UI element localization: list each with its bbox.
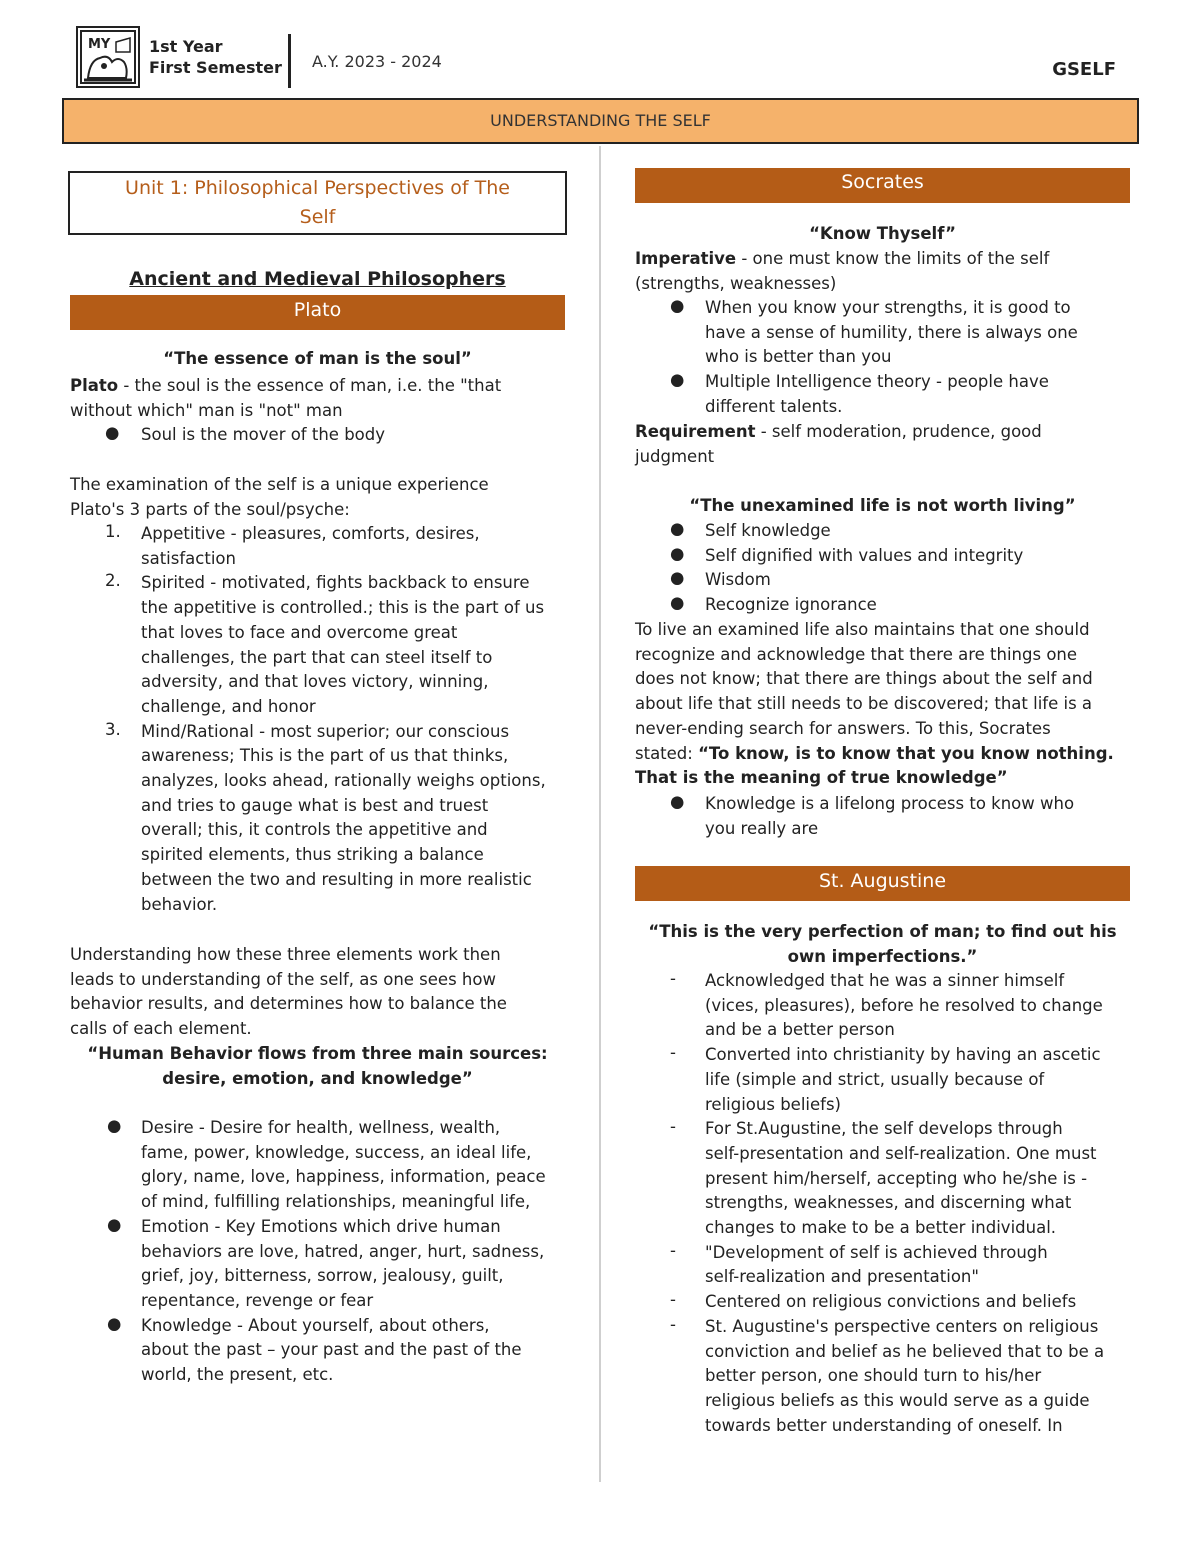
bullet-icon: ● — [670, 568, 685, 588]
logo-illustration-icon — [78, 28, 138, 86]
examined-line: does not know; that there are things about the self and — [635, 669, 1093, 689]
list-item — [705, 1043, 1101, 1117]
list-item — [705, 1241, 1048, 1290]
list-item-line: present him/herself, accepting who he/she is - — [705, 1168, 1088, 1188]
behavior-quote-line1: “Human Behavior flows from three main sources: — [87, 1044, 548, 1063]
list-item — [705, 593, 877, 618]
list-item-line: adversity, and that loves victory, winning, — [141, 672, 489, 692]
dash-marker: - — [670, 1314, 676, 1334]
imperative-text — [635, 247, 1135, 296]
section-heading: Ancient and Medieval Philosophers — [129, 268, 506, 290]
list-item — [141, 1116, 546, 1215]
semester-label: First Semester — [149, 58, 282, 77]
list-number: 1. — [105, 522, 121, 541]
plato-bullet: Soul is the mover of the body — [141, 425, 385, 444]
term-label — [149, 36, 282, 78]
plato-quote: “The essence of man is the soul” — [163, 349, 472, 368]
list-item-line: between the two and resulting in more realistic — [141, 869, 532, 889]
stated-line — [635, 742, 1135, 767]
requirement-term: Requirement — [635, 422, 756, 441]
list-item — [705, 1290, 1076, 1315]
socrates-title-bar: Socrates — [635, 168, 1130, 203]
list-item-line: Desire - Desire for health, wellness, wealth, — [141, 1118, 501, 1137]
augustine-quote — [635, 920, 1130, 969]
list-item-line: Converted into christianity by having an ascetic — [705, 1045, 1101, 1065]
list-item-line: Emotion - Key Emotions which drive human — [141, 1216, 501, 1236]
list-item-line: better person, one should turn to his/her — [705, 1366, 1042, 1386]
requirement-line2: judgment — [635, 446, 715, 466]
list-item-line: repentance, revenge or fear — [141, 1290, 374, 1310]
bullet-icon: ● — [670, 792, 685, 811]
list-item-line: self-presentation and self-realization. One must — [705, 1143, 1097, 1163]
bullet-icon: ● — [107, 1313, 122, 1333]
academic-year: A.Y. 2023 - 2024 — [312, 52, 442, 71]
header-divider — [288, 34, 291, 88]
dash-marker: - — [670, 1117, 676, 1137]
understanding-line: Understanding how these three elements work then — [70, 945, 501, 964]
list-item-line: Knowledge - About yourself, about others, — [141, 1315, 490, 1335]
course-title-banner: UNDERSTANDING THE SELF — [62, 98, 1139, 144]
examined-line: recognize and acknowledge that there are things one — [635, 644, 1078, 664]
list-item-line: strengths, weaknesses, and discerning what — [705, 1193, 1072, 1213]
behavior-quote-line2: desire, emotion, and knowledge” — [162, 1068, 473, 1088]
list-item-line: challenges, the part that can steel itself to — [141, 647, 493, 667]
understanding-line: leads to understanding of the self, as one sees how — [70, 969, 496, 989]
list-item — [141, 1215, 544, 1314]
list-item — [141, 571, 544, 719]
list-item-line: Self knowledge — [705, 521, 831, 540]
list-item-line: religious beliefs) — [705, 1094, 841, 1114]
knowledge-bullet-line: Knowledge is a lifelong process to know who — [705, 794, 1075, 813]
imperative-line1: - one must know the limits of the self — [736, 249, 1050, 268]
list-item — [705, 1315, 1104, 1439]
list-item-line: have a sense of humility, there is always one — [705, 322, 1078, 342]
list-item-line: grief, joy, bitterness, sorrow, jealousy, guilt, — [141, 1266, 504, 1286]
list-item-line: satisfaction — [141, 548, 236, 568]
list-item — [705, 568, 771, 593]
list-item-line: glory, name, love, happiness, information, peace — [141, 1167, 546, 1187]
year-label: 1st Year — [149, 37, 223, 56]
list-item-line: different talents. — [705, 396, 843, 416]
list-item — [141, 720, 546, 918]
list-item-line: of mind, fulfilling relationships, meaningful life, — [141, 1192, 531, 1212]
list-item — [141, 522, 480, 571]
list-item-line: changes to make to be a better individual. — [705, 1218, 1057, 1237]
stated-quote: “To know, is to know that you know nothing. — [698, 743, 1114, 763]
list-item — [705, 370, 1049, 419]
list-item — [705, 519, 831, 544]
behavior-quote — [70, 1042, 565, 1091]
list-item-line: conviction and belief as he believed that to be a — [705, 1341, 1105, 1361]
knowledge-bullet — [705, 792, 1074, 841]
list-item-line: life (simple and strict, usually because of — [705, 1069, 1045, 1089]
dash-marker: - — [670, 1240, 676, 1260]
dash-marker: - — [670, 1290, 676, 1310]
list-item-line: Appetitive - pleasures, comforts, desires, — [141, 524, 480, 543]
list-item-line: overall; this, it controls the appetitive and — [141, 820, 488, 840]
list-item-line: about the past – your past and the past of the — [141, 1340, 522, 1360]
list-item-line: religious beliefs as this would serve as a guide — [705, 1390, 1090, 1410]
list-item-line: "Development of self is achieved through — [705, 1242, 1048, 1262]
list-item-line: Recognize ignorance — [705, 595, 877, 615]
list-item-line: When you know your strengths, it is good to — [705, 298, 1071, 317]
know-thyself-quote: “Know Thyself” — [809, 224, 956, 243]
list-item — [141, 1314, 522, 1388]
examination-line2: Plato's 3 parts of the soul/psyche: — [70, 499, 350, 519]
bullet-icon: ● — [670, 593, 685, 613]
list-number: 3. — [105, 719, 121, 739]
stated-plain: stated: — [635, 743, 699, 763]
list-item-line: fame, power, knowledge, success, an ideal life, — [141, 1142, 532, 1162]
list-item-line: analyzes, looks ahead, rationally weighs options, — [141, 771, 546, 790]
understanding-line: calls of each element. — [70, 1019, 252, 1039]
augustine-quote-line2: own imperfections.” — [787, 946, 978, 966]
course-logo — [76, 26, 140, 88]
list-number: 2. — [105, 571, 121, 591]
bullet-icon: ● — [670, 370, 685, 390]
bullet-icon: ● — [105, 423, 120, 442]
column-divider — [599, 146, 601, 1482]
list-item — [705, 1117, 1097, 1241]
bullet-icon: ● — [670, 543, 685, 563]
list-item-line: challenge, and honor — [141, 696, 316, 716]
knowledge-bullet-line: you really are — [705, 818, 819, 838]
list-item-line: behaviors are love, hatred, anger, hurt, sadness, — [141, 1241, 545, 1261]
list-item-line: and be a better person — [705, 1020, 895, 1040]
unit-title-line1: Unit 1: Philosophical Perspectives of The — [125, 177, 510, 199]
examined-line: To live an examined life also maintains that one should — [635, 620, 1090, 639]
list-item — [705, 544, 1023, 569]
imperative-term: Imperative — [635, 249, 737, 268]
list-item-line: awareness; This is the part of us that thinks, — [141, 746, 509, 766]
unit-title-box — [68, 171, 567, 235]
imperative-line2: (strengths, weaknesses) — [635, 273, 837, 293]
augustine-title-bar: St. Augustine — [635, 866, 1130, 901]
unit-title-line2: Self — [299, 206, 336, 228]
requirement-text — [635, 420, 1135, 469]
list-item-line: that loves to face and overcome great — [141, 622, 458, 642]
list-item-line: Acknowledged that he was a sinner himself — [705, 971, 1065, 990]
list-item-line: Wisdom — [705, 570, 771, 590]
list-item-line: Centered on religious convictions and beliefs — [705, 1292, 1077, 1312]
examination-line1: The examination of the self is a unique experience — [70, 475, 489, 494]
list-item-line: Multiple Intelligence theory - people have — [705, 372, 1049, 392]
bullet-icon: ● — [670, 519, 685, 538]
course-code: GSELF — [1052, 59, 1116, 80]
list-item-line: the appetitive is controlled.; this is the part of us — [141, 598, 545, 618]
plato-definition-term: Plato — [70, 376, 119, 395]
list-item — [705, 969, 1103, 1043]
logo-text: MY — [88, 37, 111, 52]
plato-definition-line2: without which" man is "not" man — [70, 400, 343, 420]
examined-line: never-ending search for answers. To this, Socrates — [635, 718, 1051, 738]
understanding-paragraph — [70, 943, 507, 1042]
requirement-line1: - self moderation, prudence, good — [755, 422, 1042, 441]
list-item-line: towards better understanding of oneself. In — [705, 1415, 1063, 1435]
list-item-line: behavior. — [141, 894, 218, 914]
augustine-quote-line1: “This is the very perfection of man; to find out his — [648, 922, 1117, 941]
stated-quote-line2: That is the meaning of true knowledge” — [635, 768, 1008, 788]
list-item-line: For St.Augustine, the self develops through — [705, 1119, 1063, 1139]
list-item-line: and tries to gauge what is best and truest — [141, 795, 489, 815]
list-item-line: spirited elements, thus striking a balance — [141, 845, 484, 865]
list-item-line: world, the present, etc. — [141, 1365, 334, 1384]
bullet-icon: ● — [107, 1116, 122, 1135]
list-item-line: (vices, pleasures), before he resolved to change — [705, 995, 1103, 1015]
list-item-line: St. Augustine's perspective centers on religious — [705, 1316, 1099, 1336]
examined-life-paragraph — [635, 618, 1135, 791]
list-item-line: Mind/Rational - most superior; our conscious — [141, 721, 510, 741]
list-item — [705, 296, 1078, 370]
examination-text — [70, 473, 489, 522]
dash-marker: - — [670, 969, 676, 988]
list-item-line: Self dignified with values and integrity — [705, 545, 1024, 565]
dash-marker: - — [670, 1043, 676, 1063]
list-item-line: who is better than you — [705, 347, 892, 367]
plato-title-bar: Plato — [70, 295, 565, 330]
bullet-icon: ● — [107, 1214, 122, 1234]
understanding-line: behavior results, and determines how to balance the — [70, 994, 507, 1014]
unexamined-quote: “The unexamined life is not worth living” — [689, 496, 1076, 515]
list-item-line: self-realization and presentation" — [705, 1267, 979, 1287]
bullet-icon: ● — [670, 296, 685, 315]
plato-definition — [70, 374, 570, 423]
list-item-line: Spirited - motivated, fights backback to ensure — [141, 573, 530, 593]
page-header — [76, 26, 1126, 90]
plato-definition-line1: - the soul is the essence of man, i.e. the "that — [118, 376, 502, 395]
examined-line: about life that still needs to be discovered; that life is a — [635, 694, 1093, 714]
